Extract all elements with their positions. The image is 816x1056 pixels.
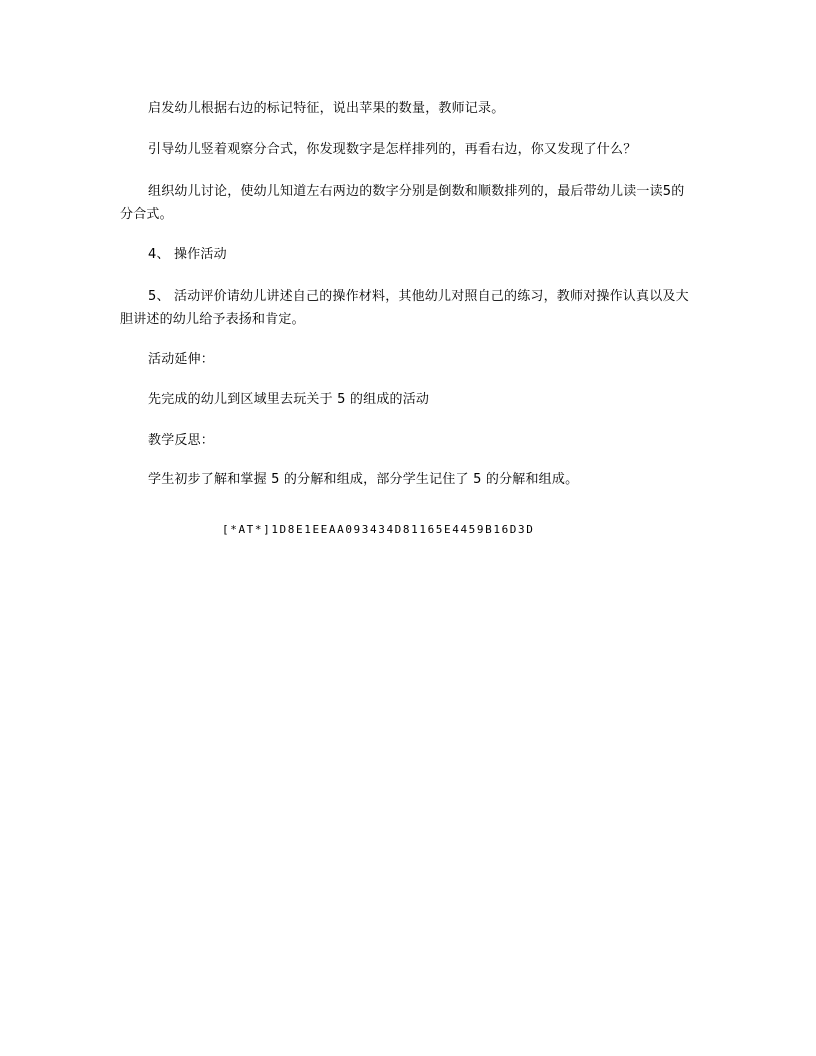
heading-activity-extension: 活动延伸：	[148, 352, 215, 367]
paragraph-operation-activity: 4、 操作活动	[148, 247, 227, 262]
document-code: [*AT*]1D8E1EEAA093434D81165E4459B16D3D	[222, 523, 535, 536]
paragraph-observe-formula: 引导幼儿竖着观察分合式，你发现数字是怎样排列的，再看右边，你又发现了什么？	[148, 142, 637, 157]
paragraph-reflection-detail: 学生初步了解和掌握 5 的分解和组成，部分学生记住了 5 的分解和组成。	[148, 472, 579, 487]
paragraph-activity-evaluation: 5、 活动评价请幼儿讲述自己的操作材料，其他幼儿对照自己的练习，教师对操作认真以及大胆讲述的幼儿给予表扬和肯定。	[120, 289, 689, 327]
heading-teaching-reflection: 教学反思：	[148, 433, 215, 448]
paragraph-extension-detail: 先完成的幼儿到区域里去玩关于 5 的组成的活动	[148, 392, 430, 407]
paragraph-discussion: 组织幼儿讨论，使幼儿知道左右两边的数字分别是倒数和顺数排列的，最后带幼儿读一读5的分合式。	[120, 184, 685, 222]
paragraph-record-apples: 启发幼儿根据右边的标记特征，说出苹果的数量，教师记录。	[148, 101, 505, 116]
